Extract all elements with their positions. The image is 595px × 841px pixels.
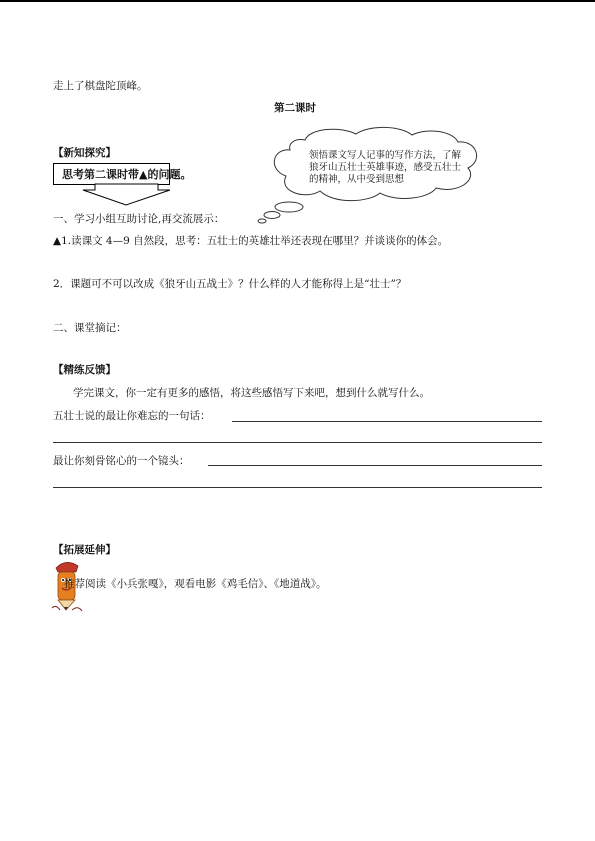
callout-text: 思考第二课时带▲的问题。 (62, 168, 192, 181)
section-extend-heading: 【拓展延伸】 (53, 544, 116, 556)
item-two: 二、课堂摘记： (53, 322, 127, 334)
item-one: 一、学习小组互助讨论,再交流展示： (53, 213, 225, 225)
section-new-heading: 【新知探究】 (53, 147, 116, 159)
intro-line: 走上了棋盘陀顶峰。 (53, 80, 148, 92)
recommend-reading: 推荐阅读《小兵张嘎》，观看电影《鸡毛信》、《地道战》。 (64, 578, 327, 590)
question-2: 2．课题可不可以改成《狼牙山五战士》？什么样的人才能称得上是“壮士”？ (53, 278, 407, 290)
question-1: ▲1.读课文 4—9 自然段，思考：五壮士的英雄壮举还表现在哪里？并谈谈你的体会。 (53, 235, 449, 247)
answer-line-2[interactable] (208, 465, 542, 466)
lesson-title: 第二课时 (274, 102, 316, 114)
practice-intro: 学完课文，你一定有更多的感悟，将这些感悟写下来吧，想到什么就写什么。 (73, 387, 430, 399)
answer-line-1[interactable] (232, 421, 542, 422)
cloud-text: 领悟课文写人记事的写作方法，了解狼牙山五壮士英雄事迹，感受五壮士的精神，从中受到思想 (309, 150, 462, 185)
section-practice-heading: 【精练反馈】 (53, 364, 116, 376)
answer-line-1-label: 五壮士说的最让你难忘的一句话： (53, 410, 211, 422)
answer-line-2-label: 最让你刻骨铭心的一个镜头： (53, 455, 190, 467)
answer-line-1b[interactable] (53, 442, 542, 443)
answer-line-2b[interactable] (53, 487, 542, 488)
